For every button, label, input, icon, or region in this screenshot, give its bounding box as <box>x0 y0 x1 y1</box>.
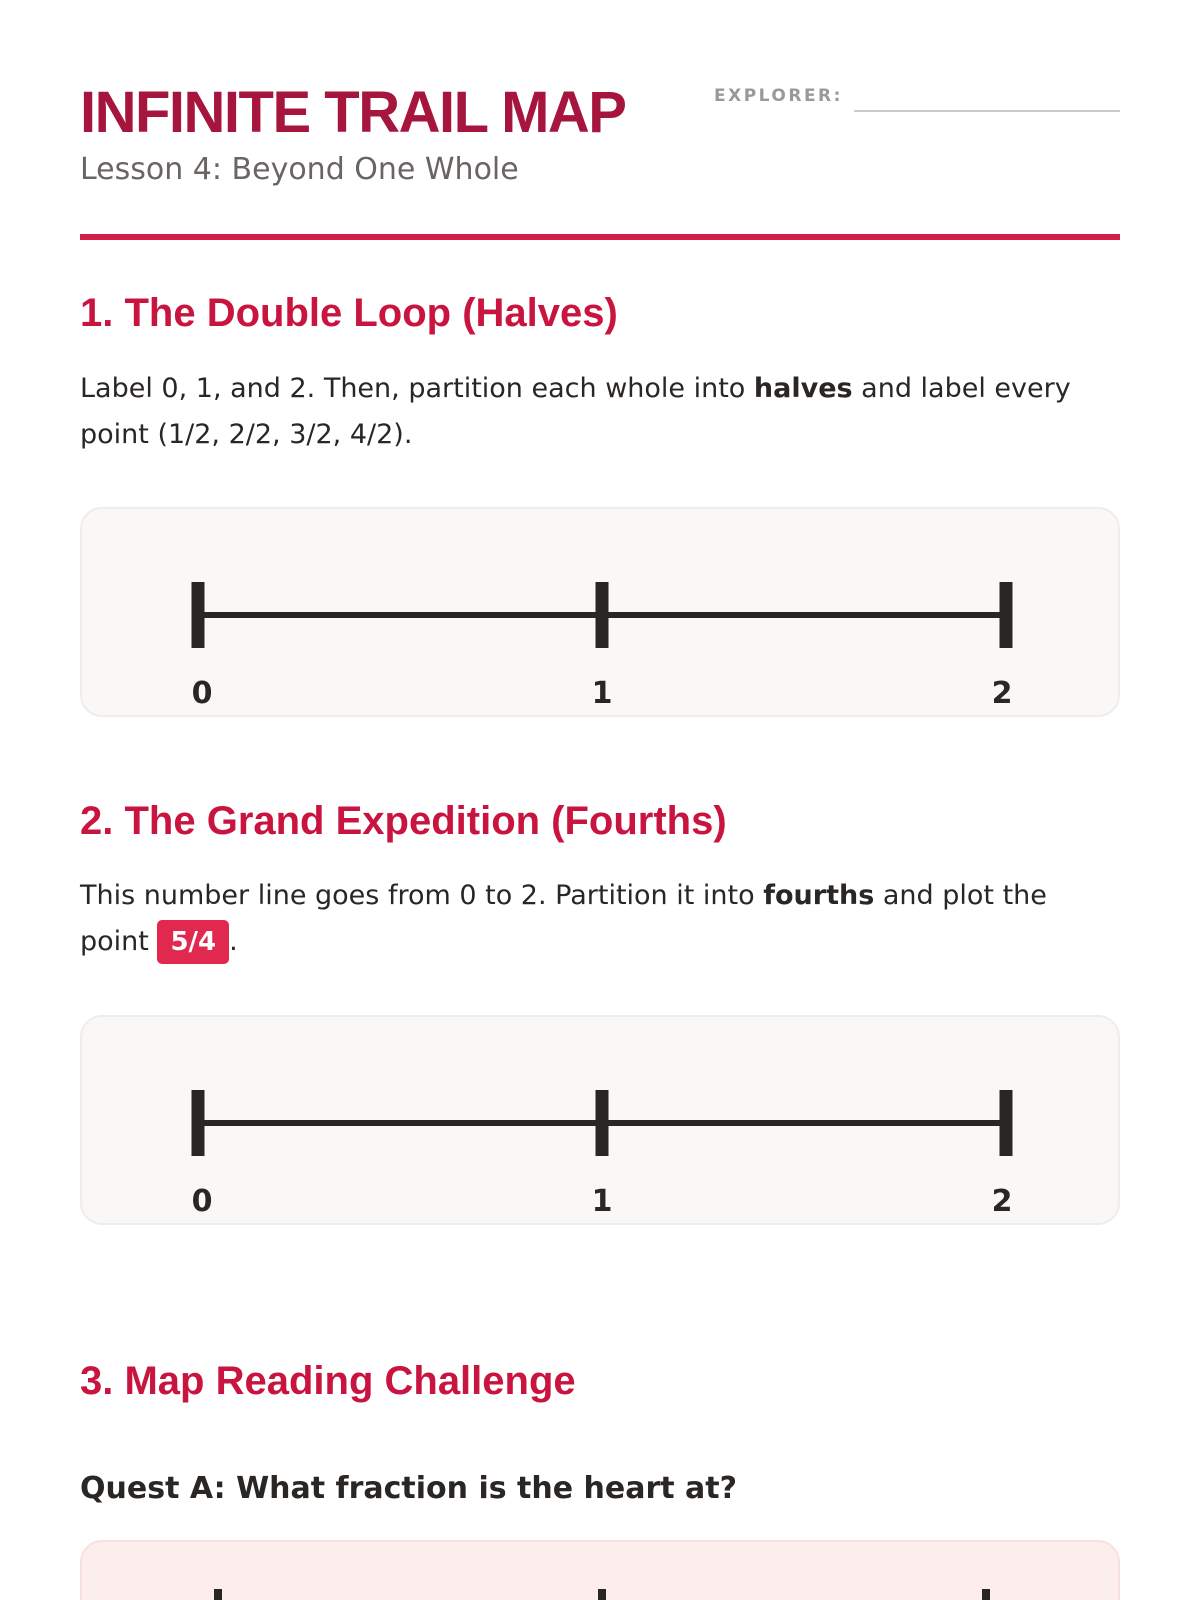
section-2-instructions <box>80 873 1120 965</box>
section-2-keyword: fourths <box>763 880 875 911</box>
tick-label-1: 1 <box>591 676 613 711</box>
section-2-title: 2. The Grand Expedition (Fourths) <box>80 799 727 843</box>
section-2-text: This number line goes from 0 to 2. Partition it into <box>80 880 764 911</box>
number-line-panel-fourths <box>80 1015 1120 1225</box>
section-1-text: Label 0, 1, and 2. Then, partition each whole into <box>80 373 754 404</box>
quest-a-number-line <box>82 1542 1122 1600</box>
tick-label-0: 0 <box>191 676 213 711</box>
number-line-panel-halves <box>80 507 1120 717</box>
number-line-halves[interactable] <box>82 509 1122 719</box>
section-2-text-end: . <box>229 926 238 957</box>
tick-label-2: 2 <box>991 1184 1013 1219</box>
tick-label-2: 2 <box>991 676 1013 711</box>
explorer-label: EXPLORER: <box>714 86 843 106</box>
section-1-keyword: halves <box>753 373 853 404</box>
number-line-fourths[interactable] <box>82 1017 1122 1227</box>
section-3-title: 3. Map Reading Challenge <box>80 1359 576 1403</box>
page-subtitle: Lesson 4: Beyond One Whole <box>80 152 519 187</box>
page-title: INFINITE TRAIL MAP <box>80 80 626 145</box>
quest-a-panel <box>80 1540 1120 1600</box>
worksheet-header <box>80 78 1120 240</box>
section-1-title: 1. The Double Loop (Halves) <box>80 291 618 335</box>
section-2-text-mid: and plot the point <box>80 880 1047 957</box>
explorer-name-line[interactable] <box>854 110 1120 112</box>
section-1-instructions <box>80 366 1120 458</box>
worksheet-page <box>80 0 1120 1600</box>
quest-a-question: Quest A: What fraction is the heart at? <box>80 1471 738 1506</box>
section-1-text-end: and label every point (1/2, 2/2, 3/2, 4/2). <box>80 373 1071 450</box>
point-badge: 5/4 <box>157 920 229 964</box>
tick-label-0: 0 <box>191 1184 213 1219</box>
explorer-field[interactable] <box>714 84 1120 112</box>
tick-label-1: 1 <box>591 1184 613 1219</box>
